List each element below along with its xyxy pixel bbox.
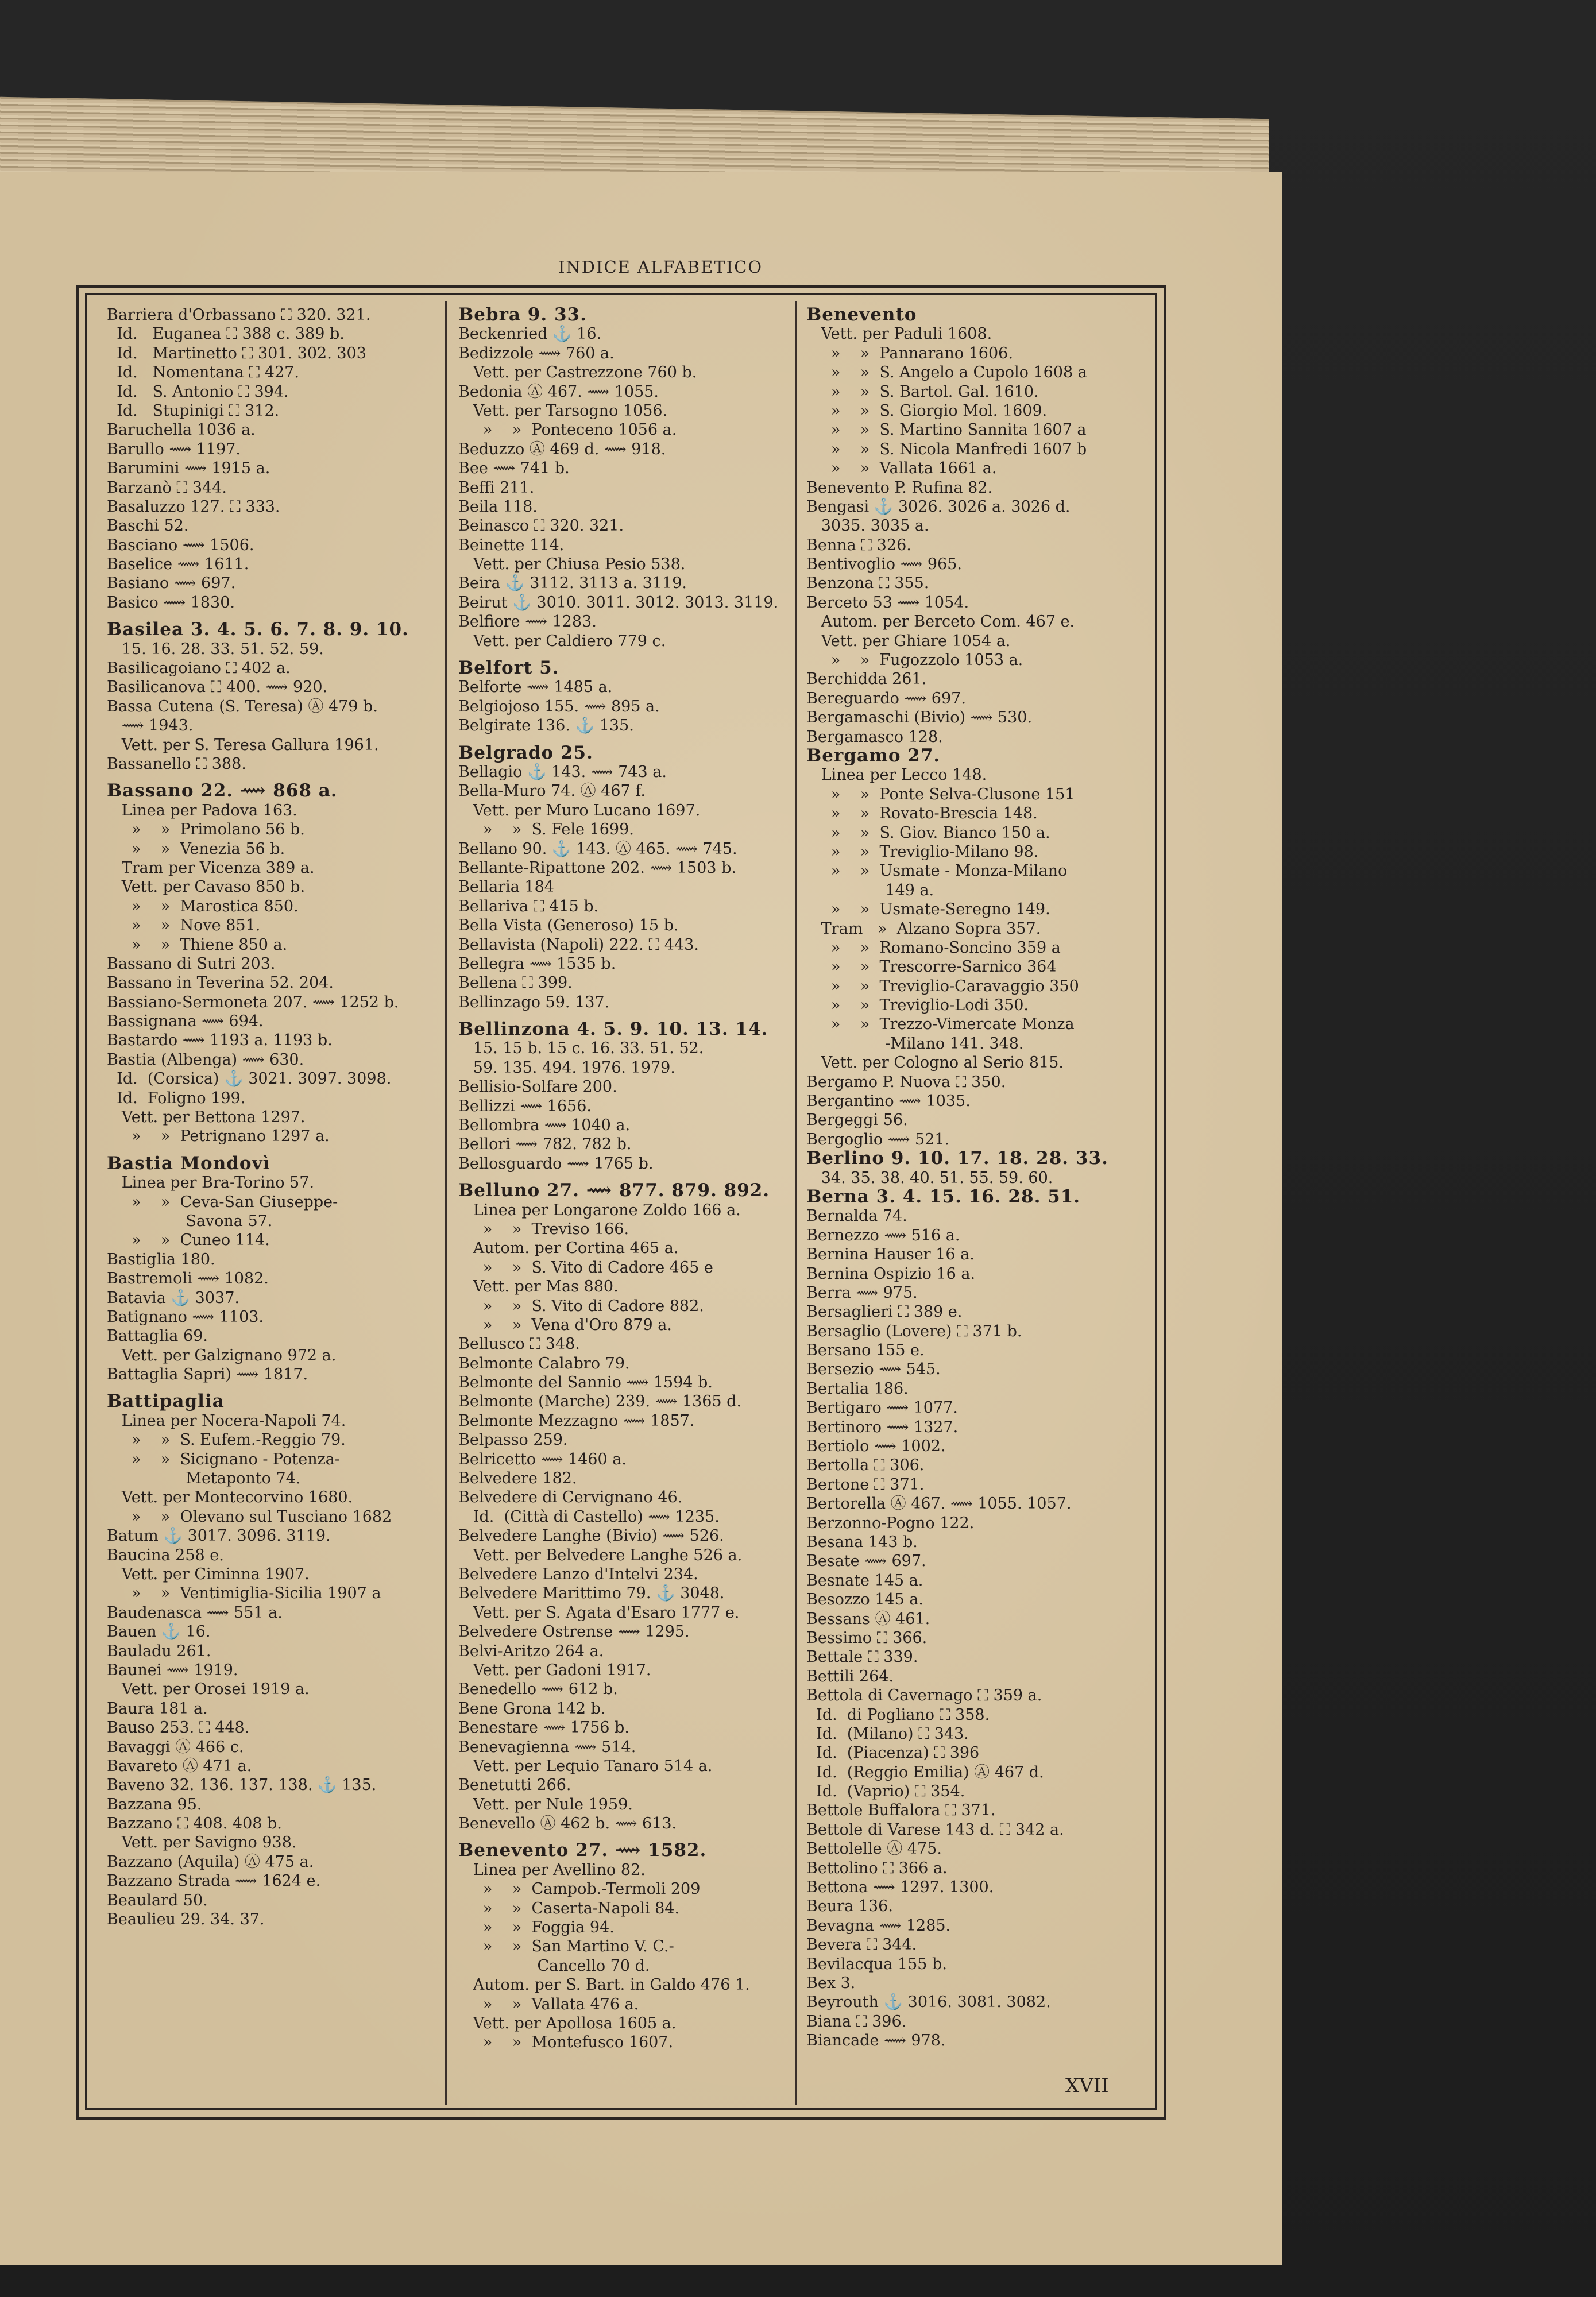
index-entry: Baschi 52. <box>107 517 189 535</box>
index-entry: Tram per Vicenza 389 a. <box>107 859 315 877</box>
index-entry: Batignano ⟿ 1103. <box>107 1308 264 1326</box>
index-entry: Belgiojoso 155. ⟿ 895 a. <box>458 697 660 716</box>
index-entry: Bavaggi Ⓐ 466 c. <box>107 1738 244 1756</box>
index-entry: Bevera ⛶ 344. <box>806 1936 917 1954</box>
index-column-1 <box>107 306 428 1929</box>
index-entry: Batum ⚓ 3017. 3096. 3119. <box>107 1527 331 1545</box>
index-entry: Bex 3. <box>806 1974 856 1992</box>
index-entry: Berra ⟿ 975. <box>806 1283 918 1302</box>
index-entry: » » Venezia 56 b. <box>107 840 285 858</box>
index-entry: Bergamo P. Nuova ⛶ 350. <box>806 1073 1006 1091</box>
index-entry: Vett. per Cavaso 850 b. <box>107 878 306 896</box>
index-entry: Bassanello ⛶ 388. <box>107 755 246 773</box>
index-entry: Vett. per Tarsogno 1056. <box>458 401 668 420</box>
index-entry: Metaponto 74. <box>107 1470 301 1488</box>
index-entry: Benevento <box>806 304 917 325</box>
index-entry: Vett. per Lequio Tanaro 514 a. <box>458 1757 713 1775</box>
index-entry: Vett. per Muro Lucano 1697. <box>458 801 701 819</box>
index-column-2 <box>458 306 803 2052</box>
index-entry: Beila 118. <box>458 497 538 516</box>
index-entry: » » S. Martino Sannita 1607 a <box>806 421 1087 439</box>
index-entry: Bellori ⟿ 782. 782 b. <box>458 1135 632 1154</box>
index-entry: Bettola di Cavernago ⛶ 359 a. <box>806 1687 1042 1705</box>
index-entry: Bellisio-Solfare 200. <box>458 1078 617 1096</box>
index-entry: 15. 15 b. 15 c. 16. 33. 51. 52. <box>458 1039 704 1058</box>
index-entry: » » Cuneo 114. <box>107 1231 270 1250</box>
index-entry: Autom. per S. Bart. in Galdo 476 1. <box>458 1976 750 1994</box>
index-entry: Id. Euganea ⛶ 388 c. 389 b. <box>107 325 345 343</box>
index-entry: Berlino 9. 10. 17. 18. 28. 33. <box>806 1148 1108 1169</box>
index-entry: Bettale ⛶ 339. <box>806 1648 918 1666</box>
index-entry: Cancello 70 d. <box>458 1956 650 1975</box>
index-entry: 15. 16. 28. 33. 51. 52. 59. <box>107 640 324 658</box>
index-entry: Vett. per Savigno 938. <box>107 1834 297 1852</box>
index-entry: 149 a. <box>806 881 934 899</box>
index-entry: Linea per Bra-Torino 57. <box>107 1174 314 1192</box>
index-entry: Bassano di Sutri 203. <box>107 954 276 973</box>
index-entry: Bettolino ⛶ 366 a. <box>806 1859 948 1877</box>
index-entry: Bene Grona 142 b. <box>458 1699 606 1718</box>
index-entry: Besate ⟿ 697. <box>806 1552 926 1571</box>
index-entry: Basico ⟿ 1830. <box>107 593 235 612</box>
index-entry: Baunei ⟿ 1919. <box>107 1661 238 1679</box>
index-entry: Beffi 211. <box>458 478 535 497</box>
index-entry: Bernina Hauser 16 a. <box>806 1246 975 1264</box>
index-entry: Belmonte Mezzagno ⟿ 1857. <box>458 1412 695 1430</box>
index-entry: Vett. per Paduli 1608. <box>806 325 992 343</box>
index-entry: Vett. per Chiusa Pesio 538. <box>458 555 686 574</box>
index-entry: Bellusco ⛶ 348. <box>458 1335 580 1354</box>
index-entry: » » Rovato-Brescia 148. <box>806 805 1038 823</box>
index-entry: Benevento 27. ⟿ 1582. <box>458 1840 707 1861</box>
index-entry: Baveno 32. 136. 137. 138. ⚓ 135. <box>107 1776 377 1795</box>
index-entry: Bertiolo ⟿ 1002. <box>806 1437 946 1456</box>
index-entry: Belpasso 259. <box>458 1431 568 1449</box>
index-entry: Bellegra ⟿ 1535 b. <box>458 954 616 973</box>
index-entry: Bernezzo ⟿ 516 a. <box>806 1226 960 1244</box>
index-entry: Id. (Piacenza) ⛶ 396 <box>806 1744 980 1762</box>
index-entry: » » Sicignano - Potenza- <box>107 1450 341 1468</box>
index-entry: Belvedere Langhe (Bivio) ⟿ 526. <box>458 1527 724 1545</box>
index-entry: Bevilacqua 155 b. <box>806 1955 947 1973</box>
index-entry: Bassignana ⟿ 694. <box>107 1012 264 1031</box>
index-entry: Bellinzona 4. 5. 9. 10. 13. 14. <box>458 1019 768 1040</box>
index-entry: » » Vena d'Oro 879 a. <box>458 1316 672 1334</box>
index-entry: » » S. Vito di Cadore 465 e <box>458 1258 713 1277</box>
index-entry: Biancade ⟿ 978. <box>806 2032 946 2050</box>
index-entry: Basilicagoiano ⛶ 402 a. <box>107 659 291 678</box>
index-entry: Linea per Padova 163. <box>107 801 297 819</box>
index-entry: » » Treviso 166. <box>458 1220 629 1238</box>
index-entry: Vett. per Belvedere Langhe 526 a. <box>458 1546 743 1564</box>
index-entry: Bettole di Varese 143 d. ⛶ 342 a. <box>806 1820 1064 1839</box>
index-entry: » » Romano-Soncino 359 a <box>806 938 1061 957</box>
index-entry: Besnate 145 a. <box>806 1571 923 1590</box>
index-entry: Belricetto ⟿ 1460 a. <box>458 1450 627 1468</box>
index-entry: Benetutti 266. <box>458 1776 571 1795</box>
index-entry: Bavareto Ⓐ 471 a. <box>107 1757 252 1775</box>
index-entry: » » S. Giov. Bianco 150 a. <box>806 823 1050 842</box>
index-entry: Bassano 22. ⟿ 868 a. <box>107 780 338 802</box>
index-entry: Bauen ⚓ 16. <box>107 1623 211 1641</box>
index-entry: Bellena ⛶ 399. <box>458 974 573 992</box>
index-entry: Bellante-Ripattone 202. ⟿ 1503 b. <box>458 859 736 877</box>
index-entry: Bettole Buffalora ⛶ 371. <box>806 1801 996 1820</box>
index-entry: Basiano ⟿ 697. <box>107 574 236 593</box>
index-entry: Vett. per Castrezzone 760 b. <box>458 364 697 382</box>
index-entry: Bellizzi ⟿ 1656. <box>458 1097 592 1115</box>
index-entry: » » Usmate - Monza-Milano <box>806 862 1068 880</box>
index-entry: Vett. per Ghiare 1054 a. <box>806 632 1011 650</box>
index-entry: Bergamo 27. <box>806 745 941 766</box>
index-entry: Bertone ⛶ 371. <box>806 1475 925 1494</box>
index-entry: Belmonte del Sannio ⟿ 1594 b. <box>458 1374 713 1392</box>
index-entry: Beaulieu 29. 34. 37. <box>107 1911 265 1929</box>
index-entry: » » Campob.-Termoli 209 <box>458 1880 701 1898</box>
index-entry: Bazzano ⛶ 408. 408 b. <box>107 1815 282 1833</box>
index-entry: Vett. per Nule 1959. <box>458 1795 633 1813</box>
index-entry: Bersezio ⟿ 545. <box>806 1360 941 1379</box>
index-entry: Bernalda 74. <box>806 1207 907 1225</box>
index-entry: » » Ceva-San Giuseppe- <box>107 1193 338 1211</box>
index-entry: » » Montefusco 1607. <box>458 2033 674 2052</box>
index-entry: Barriera d'Orbassano ⛶ 320. 321. <box>107 306 371 324</box>
index-entry: Beura 136. <box>806 1897 893 1916</box>
index-entry: » » S. Vito di Cadore 882. <box>458 1297 704 1315</box>
index-entry: Tram » Alzano Sopra 357. <box>806 919 1041 938</box>
index-entry: Autom. per Cortina 465 a. <box>458 1239 679 1258</box>
index-entry: Beinette 114. <box>458 536 565 554</box>
index-entry: Beinasco ⛶ 320. 321. <box>458 517 624 535</box>
index-entry: Savona 57. <box>107 1212 273 1230</box>
index-entry: Id. Martinetto ⛶ 301. 302. 303 <box>107 344 366 362</box>
index-entry: Bellinzago 59. 137. <box>458 993 610 1011</box>
index-entry: Basilea 3. 4. 5. 6. 7. 8. 9. 10. <box>107 619 409 640</box>
index-entry: Vett. per Gadoni 1917. <box>458 1661 651 1679</box>
index-entry: Beyrouth ⚓ 3016. 3081. 3082. <box>806 1993 1051 2012</box>
index-entry: Baura 181 a. <box>107 1699 208 1718</box>
index-entry: Bergamasco 128. <box>806 728 943 746</box>
page-number: XVII <box>1065 2074 1109 2097</box>
index-entry: Benevento P. Rufina 82. <box>806 478 993 497</box>
index-entry: Bella-Muro 74. Ⓐ 467 f. <box>458 782 646 801</box>
index-entry: » » Olevano sul Tusciano 1682 <box>107 1507 392 1526</box>
index-entry: » » Marostica 850. <box>107 897 299 915</box>
index-entry: Bee ⟿ 741 b. <box>458 459 570 478</box>
index-entry: Belfiore ⟿ 1283. <box>458 613 597 631</box>
index-entry: Beduzzo Ⓐ 469 d. ⟿ 918. <box>458 440 666 458</box>
index-entry: » » S. Giorgio Mol. 1609. <box>806 401 1048 420</box>
index-entry: Bellariva ⛶ 415 b. <box>458 897 599 915</box>
index-entry: » » Treviglio-Caravaggio 350 <box>806 977 1079 995</box>
index-entry: Bella Vista (Generoso) 15 b. <box>458 917 679 935</box>
index-entry: Bengasi ⚓ 3026. 3026 a. 3026 d. <box>806 497 1071 516</box>
index-entry: » » Ponteceno 1056 a. <box>458 421 677 439</box>
index-entry: Bauso 253. ⛶ 448. <box>107 1719 250 1737</box>
index-entry: Vett. per Orosei 1919 a. <box>107 1680 310 1699</box>
index-entry: Bauladu 261. <box>107 1642 211 1660</box>
index-entry: ⟿ 1943. <box>107 717 194 735</box>
index-entry: 59. 135. 494. 1976. 1979. <box>458 1058 675 1077</box>
index-entry: Bassano in Teverina 52. 204. <box>107 974 334 992</box>
index-entry: Id. (Vaprio) ⛶ 354. <box>806 1782 965 1801</box>
index-entry: Bassiano-Sermoneta 207. ⟿ 1252 b. <box>107 993 399 1011</box>
index-entry: Berchidda 261. <box>806 670 927 689</box>
index-entry: Battipaglia <box>107 1391 225 1412</box>
index-entry: Linea per Avellino 82. <box>458 1861 646 1879</box>
index-entry: Battaglia 69. <box>107 1327 208 1345</box>
index-entry: Bessimo ⛶ 366. <box>806 1629 928 1647</box>
index-entry: Bazzano (Aquila) Ⓐ 475 a. <box>107 1853 314 1871</box>
index-entry: » » Ventimiglia-Sicilia 1907 a <box>107 1584 381 1603</box>
index-entry: 3035. 3035 a. <box>806 517 929 535</box>
index-entry: Basaluzzo 127. ⛶ 333. <box>107 497 280 516</box>
index-entry: Belgrado 25. <box>458 742 593 763</box>
index-entry: Bessans Ⓐ 461. <box>806 1610 930 1628</box>
index-entry: Belfort 5. <box>458 658 559 679</box>
index-entry: Barumini ⟿ 1915 a. <box>107 459 270 478</box>
index-entry: Vett. per Montecorvino 1680. <box>107 1488 353 1507</box>
index-entry: » » S. Eufem.-Reggio 79. <box>107 1431 346 1449</box>
index-entry: Belforte ⟿ 1485 a. <box>458 678 613 697</box>
index-entry: Bevagna ⟿ 1285. <box>806 1916 951 1935</box>
index-entry: Bastardo ⟿ 1193 a. 1193 b. <box>107 1031 333 1050</box>
index-entry: Vett. per Caldiero 779 c. <box>458 632 666 650</box>
index-entry: Vett. per Ciminna 1907. <box>107 1565 310 1583</box>
index-entry: » » Usmate-Seregno 149. <box>806 900 1050 919</box>
index-entry: Bertorella Ⓐ 467. ⟿ 1055. 1057. <box>806 1495 1072 1513</box>
index-entry: Beirut ⚓ 3010. 3011. 3012. 3013. 3119. <box>458 593 779 612</box>
index-entry: Bassa Cutena (S. Teresa) Ⓐ 479 b. <box>107 697 378 716</box>
index-entry: Id. (Reggio Emilia) Ⓐ 467 d. <box>806 1763 1044 1781</box>
index-entry: » » Vallata 476 a. <box>458 1995 639 2013</box>
index-entry: Belluno 27. ⟿ 877. 879. 892. <box>458 1180 770 1201</box>
index-entry: » » Treviglio-Lodi 350. <box>806 996 1029 1015</box>
index-entry: Bellosguardo ⟿ 1765 b. <box>458 1154 654 1173</box>
index-entry: Bertigaro ⟿ 1077. <box>806 1399 958 1417</box>
index-entry: Bergantino ⟿ 1035. <box>806 1092 971 1111</box>
index-entry: » » Trezzo-Vimercate Monza <box>806 1015 1075 1034</box>
index-entry: Bergamaschi (Bivio) ⟿ 530. <box>806 709 1033 727</box>
index-entry: Bellombra ⟿ 1040 a. <box>458 1116 631 1135</box>
index-entry: Vett. per Cologno al Serio 815. <box>806 1054 1064 1072</box>
index-entry: Bersaglieri ⛶ 389 e. <box>806 1303 963 1321</box>
column-divider <box>445 301 447 2105</box>
index-entry: » » S. Bartol. Gal. 1610. <box>806 382 1039 401</box>
index-entry: Belvedere Lanzo d'Intelvi 234. <box>458 1565 698 1583</box>
index-entry: Belmonte (Marche) 239. ⟿ 1365 d. <box>458 1393 742 1411</box>
index-entry: Bellavista (Napoli) 222. ⛶ 443. <box>458 935 699 954</box>
index-entry: Bergoglio ⟿ 521. <box>806 1130 950 1148</box>
index-entry: Bettona ⟿ 1297. 1300. <box>806 1878 994 1897</box>
index-entry: » » Pannarano 1606. <box>806 344 1013 362</box>
index-entry: Vett. per Galzignano 972 a. <box>107 1346 337 1364</box>
index-entry: » » Primolano 56 b. <box>107 821 305 839</box>
index-entry: » » Fugozzolo 1053 a. <box>806 651 1023 670</box>
index-entry: Baudenasca ⟿ 551 a. <box>107 1603 283 1622</box>
index-entry: Batavia ⚓ 3037. <box>107 1289 239 1307</box>
index-entry: Linea per Lecco 148. <box>806 766 987 784</box>
index-entry: Bertinoro ⟿ 1327. <box>806 1418 959 1436</box>
index-entry: Bettili 264. <box>806 1667 894 1685</box>
index-entry: » » Foggia 94. <box>458 1919 615 1937</box>
index-entry: Benevello Ⓐ 462 b. ⟿ 613. <box>458 1815 677 1833</box>
index-entry: Linea per Longarone Zoldo 166 a. <box>458 1201 741 1219</box>
index-entry: Bersano 155 e. <box>806 1341 925 1360</box>
index-entry: Bebra 9. 33. <box>458 304 587 325</box>
index-entry: Bastia Mondovì <box>107 1153 270 1174</box>
index-entry: Belvedere Ostrense ⟿ 1295. <box>458 1623 690 1641</box>
index-entry: » » Treviglio-Milano 98. <box>806 842 1039 861</box>
index-entry: Id. Foligno 199. <box>107 1089 246 1107</box>
index-entry: Vett. per Mas 880. <box>458 1278 619 1296</box>
index-entry: Belgirate 136. ⚓ 135. <box>458 717 634 735</box>
index-entry: Id. (Città di Castello) ⟿ 1235. <box>458 1507 720 1526</box>
index-entry: Beaulard 50. <box>107 1891 208 1909</box>
index-entry: Belmonte Calabro 79. <box>458 1354 630 1372</box>
index-entry: Berceto 53 ⟿ 1054. <box>806 593 969 612</box>
index-entry: Bazzano Strada ⟿ 1624 e. <box>107 1872 321 1890</box>
index-entry: -Milano 141. 348. <box>806 1034 1024 1053</box>
index-entry: Bertalia 186. <box>806 1379 909 1398</box>
index-entry: » » S. Fele 1699. <box>458 821 634 839</box>
index-entry: Baselice ⟿ 1611. <box>107 555 249 574</box>
index-entry: » » Vallata 1661 a. <box>806 459 997 478</box>
index-entry: Benna ⛶ 326. <box>806 536 911 554</box>
index-entry: 34. 35. 38. 40. 51. 55. 59. 60. <box>806 1169 1053 1187</box>
index-entry: Id. S. Antonio ⛶ 394. <box>107 382 289 401</box>
index-entry: » » S. Nicola Manfredi 1607 b <box>806 440 1087 458</box>
index-entry: Bergeggi 56. <box>806 1111 908 1130</box>
index-entry: Vett. per S. Agata d'Esaro 1777 e. <box>458 1603 740 1622</box>
index-entry: Bellagio ⚓ 143. ⟿ 743 a. <box>458 763 667 781</box>
index-entry: Berzonno-Pogno 122. <box>806 1514 975 1532</box>
index-entry: Benevagienna ⟿ 514. <box>458 1738 636 1756</box>
index-entry: Basilicanova ⛶ 400. ⟿ 920. <box>107 678 328 697</box>
index-entry: Bellaria 184 <box>458 878 554 896</box>
index-entry: Bedizzole ⟿ 760 a. <box>458 344 615 362</box>
index-entry: Id. (Milano) ⛶ 343. <box>806 1724 969 1743</box>
index-entry: Bellano 90. ⚓ 143. Ⓐ 465. ⟿ 745. <box>458 840 737 858</box>
index-entry: Belvi-Aritzo 264 a. <box>458 1642 604 1660</box>
index-entry: Benedello ⟿ 612 b. <box>458 1680 618 1699</box>
index-entry: Barullo ⟿ 1197. <box>107 440 241 458</box>
index-entry: Autom. per Berceto Com. 467 e. <box>806 613 1075 631</box>
index-entry: Vett. per Apollosa 1605 a. <box>458 2014 677 2032</box>
index-entry: Baucina 258 e. <box>107 1546 224 1564</box>
index-entry: Beira ⚓ 3112. 3113 a. 3119. <box>458 574 687 593</box>
index-entry: Bazzana 95. <box>107 1795 202 1813</box>
index-entry: » » Petrignano 1297 a. <box>107 1127 330 1146</box>
index-entry: » » Thiene 850 a. <box>107 935 288 954</box>
index-entry: Benzona ⛶ 355. <box>806 574 929 593</box>
index-entry: Basciano ⟿ 1506. <box>107 536 254 554</box>
index-entry: Bereguardo ⟿ 697. <box>806 689 966 707</box>
index-entry: Biana ⛶ 396. <box>806 2012 907 2031</box>
index-entry: Id. di Pogliano ⛶ 358. <box>806 1706 990 1724</box>
index-entry: Vett. per S. Teresa Gallura 1961. <box>107 736 379 754</box>
index-entry: Bastiglia 180. <box>107 1250 215 1269</box>
index-entry: Bentivoglio ⟿ 965. <box>806 555 963 574</box>
index-entry: Belvedere 182. <box>458 1470 577 1488</box>
index-entry: » » Ponte Selva-Clusone 151 <box>806 785 1075 803</box>
index-entry: Id. Nomentana ⛶ 427. <box>107 364 299 382</box>
index-column-3 <box>806 306 1151 2051</box>
index-entry: » » Trescorre-Sarnico 364 <box>806 958 1057 976</box>
index-entry: Bastia (Albenga) ⟿ 630. <box>107 1050 304 1069</box>
index-entry: » » San Martino V. C.- <box>458 1938 674 1956</box>
index-entry: » » S. Angelo a Cupolo 1608 a <box>806 364 1087 382</box>
index-entry: Beckenried ⚓ 16. <box>458 325 602 343</box>
index-entry: Bedonia Ⓐ 467. ⟿ 1055. <box>458 382 659 401</box>
index-entry: Berna 3. 4. 15. 16. 28. 51. <box>806 1186 1081 1207</box>
index-entry: Vett. per Bettona 1297. <box>107 1108 306 1127</box>
index-entry: Benestare ⟿ 1756 b. <box>458 1719 629 1737</box>
index-entry: Baruchella 1036 a. <box>107 421 256 439</box>
index-entry: Bettolelle Ⓐ 475. <box>806 1840 942 1858</box>
index-entry: Bersaglio (Lovere) ⛶ 371 b. <box>806 1322 1022 1340</box>
index-entry: Besozzo 145 a. <box>806 1591 924 1609</box>
index-entry: Battaglia Sapri) ⟿ 1817. <box>107 1366 308 1384</box>
index-entry: Bastremoli ⟿ 1082. <box>107 1270 269 1288</box>
index-entry: Besana 143 b. <box>806 1533 918 1551</box>
index-entry: Id. (Corsica) ⚓ 3021. 3097. 3098. <box>107 1070 392 1088</box>
index-entry: Linea per Nocera-Napoli 74. <box>107 1412 346 1430</box>
index-entry: Barzanò ⛶ 344. <box>107 478 227 497</box>
index-entry: » » Caserta-Napoli 84. <box>458 1899 680 1917</box>
index-entry: Id. Stupinigi ⛶ 312. <box>107 401 280 420</box>
index-entry: Belvedere Marittimo 79. ⚓ 3048. <box>458 1584 725 1603</box>
index-entry: Belvedere di Cervignano 46. <box>458 1488 683 1507</box>
index-entry: » » Nove 851. <box>107 917 261 935</box>
index-entry: Bertolla ⛶ 306. <box>806 1456 925 1475</box>
page-title: INDICE ALFABETICO <box>558 257 763 277</box>
index-entry: Bernina Ospizio 16 a. <box>806 1264 976 1283</box>
